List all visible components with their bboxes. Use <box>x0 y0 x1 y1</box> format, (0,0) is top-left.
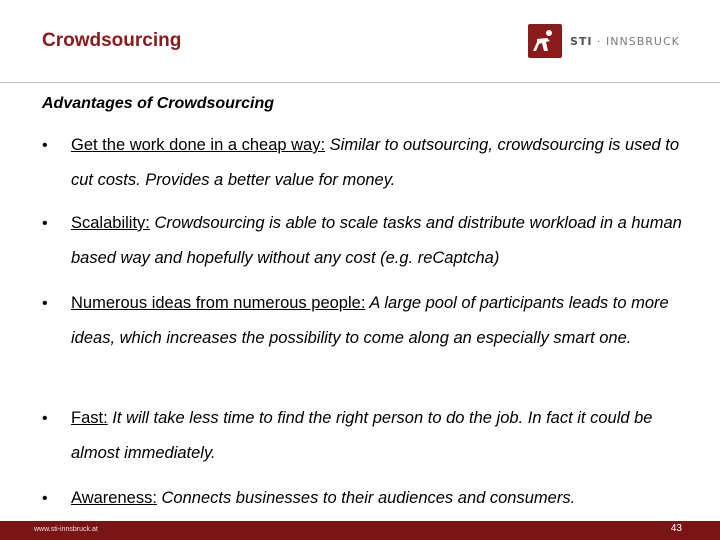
bullet-description: Crowdsourcing is able to scale tasks and distribute workload in a human based way and hopefully without any cost (e.g. reCaptcha) <box>71 214 682 267</box>
sti-innsbruck-logo <box>528 24 680 58</box>
bullet-term: Awareness: <box>71 489 157 507</box>
bullet-dot: • <box>42 137 48 154</box>
bullet-description: A large pool of participants leads to more ideas, which increases the possibility to come along an especially smart one. <box>71 294 669 347</box>
slide-subtitle: Advantages of Crowdsourcing <box>42 95 275 112</box>
sti-person-icon <box>528 24 562 58</box>
logo-separator: · <box>592 34 607 48</box>
bullet-dot: • <box>42 215 48 232</box>
logo-name-secondary: INNSBRUCK <box>606 34 680 48</box>
logo-wordmark <box>570 35 680 48</box>
bullet-dot: • <box>42 295 48 312</box>
bullet-term: Numerous ideas from numerous people: <box>71 294 366 312</box>
footer-url: www.sti-innsbruck.at <box>34 526 98 533</box>
bullet-description: It will take less time to find the right person to do the job. In fact it could be almost immediately. <box>71 409 653 462</box>
bullet-description: Similar to outsourcing, crowdsourcing is used to cut costs. Provides a better value for money. <box>71 136 680 189</box>
bullet-description: Connects businesses to their audiences and consumers. <box>156 489 576 507</box>
bullet-term: Fast: <box>71 409 108 427</box>
bullet-term: Get the work done in a cheap way: <box>71 136 326 154</box>
bullet-dot: • <box>42 410 48 427</box>
slide-title: Crowdsourcing <box>42 30 182 51</box>
bullet-term: Scalability: <box>71 214 150 232</box>
logo-name-primary: STI <box>570 34 593 48</box>
page-number: 43 <box>670 523 682 534</box>
footer-bar <box>0 521 720 540</box>
bullet-dot: • <box>42 490 48 507</box>
header-divider <box>0 82 720 83</box>
